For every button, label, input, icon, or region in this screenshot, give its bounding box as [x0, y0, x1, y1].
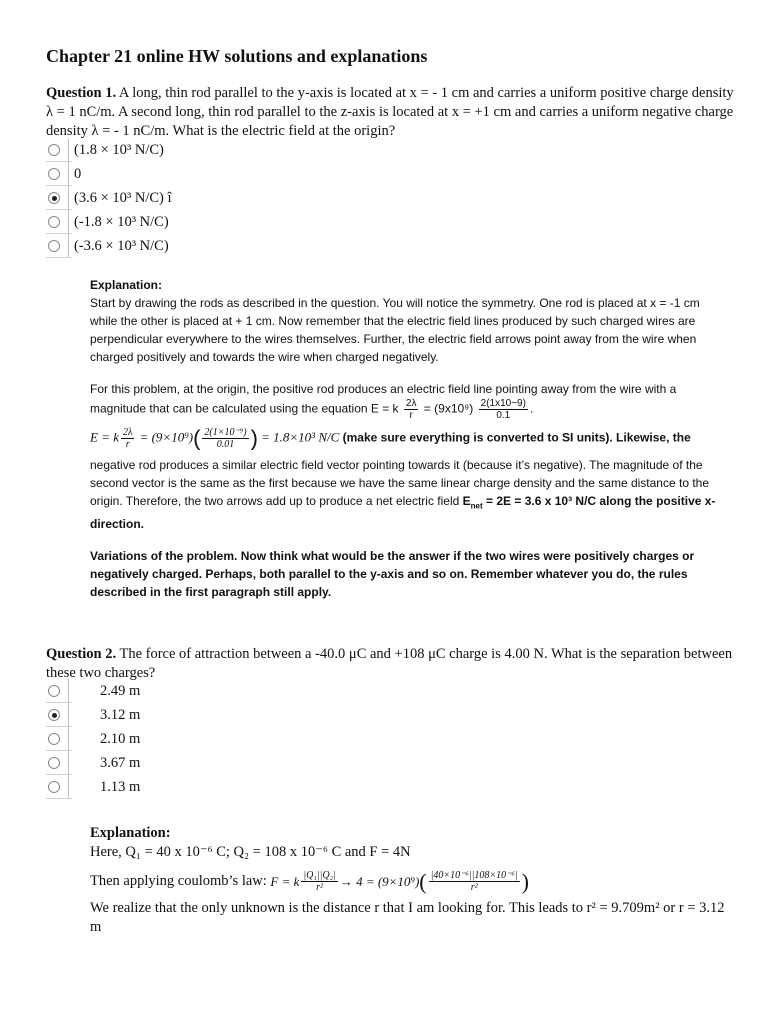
fraction: $\frac{2\lambda}{r}$ — [122, 427, 133, 450]
question-1-explanation — [90, 276, 730, 601]
radio-button[interactable] — [48, 216, 60, 228]
q1-choice-1[interactable] — [46, 138, 172, 162]
question-1-choices — [46, 138, 172, 258]
q1-choice-2[interactable] — [46, 162, 172, 186]
choice-label: 2.10 m — [100, 730, 141, 747]
q2-choice-2[interactable] — [46, 703, 140, 727]
radio-button[interactable] — [48, 757, 60, 769]
question-2-text — [46, 645, 736, 683]
radio-button-selected[interactable] — [48, 192, 60, 204]
explanation-paragraph-1: Start by drawing the rods as described in the question. You will notice the symmetry. One rod is placed at x = -1 cm while the other is placed at + 1 cm. Now remember that the electric field lines produced by such charged wires are perpendicular everywhere to the wires themselves. Further, the electric field arrows point away from the wire when charged positively and towards the wire when charged negatively. — [90, 296, 700, 364]
choice-label: (-3.6 × 10³ N/C) — [74, 237, 169, 254]
explanation-conclusion: We realize that the only unknown is the distance r that I am looking for. This leads to r² = 9.709m² or r = 3.12 m — [90, 900, 725, 935]
question-1-body: A long, thin rod parallel to the y-axis is located at x = - 1 cm and carries a uniform positive charge density λ = 1 nC/m. A second long, thin rod parallel to the z-axis is located at x = +1 cm and carries a uniform negative charge density λ = - 1 nC/m. What is the electric field at the origin? — [46, 85, 734, 139]
q2-choice-5[interactable] — [46, 775, 140, 799]
question-1-text — [46, 84, 736, 141]
radio-button-selected[interactable] — [48, 709, 60, 721]
explanation-coulomb-line: Then applying coulomb’s law: F = k $\frac{\text{|Q₁||Q₂|}}{\text{r²}}$ → 4 = (9×10⁹) ( $\frac{\text{|40×10⁻⁶||108×10⁻⁶|}}{\text{r²}}$ ) — [90, 869, 529, 894]
question-2-body: The force of attraction between a -40.0 μC and +108 μC charge is 4.00 N. What is the separation between these two charges? — [46, 646, 733, 681]
choice-label: 1.13 m — [100, 778, 141, 795]
radio-button[interactable] — [48, 685, 60, 697]
q1-choice-5[interactable] — [46, 234, 172, 258]
q2-choice-1[interactable] — [46, 679, 140, 703]
radio-button[interactable] — [48, 781, 60, 793]
question-2-label: Question 2. — [46, 646, 117, 662]
choice-label: (-1.8 × 10³ N/C) — [74, 213, 169, 230]
choice-label: 3.67 m — [100, 754, 141, 771]
explanation-paragraph-2: For this problem, at the origin, the positive rod produces an electric field line pointing away from the wire with a magnitude that can be calculated using the equation E = k $\frac{2\lambda}{r}$ = (9x10⁹) $\frac{2(1x10-9)}{0.1}$ . — [90, 382, 677, 421]
fraction: $\frac{2(1x10-9)}{0.1}$ — [480, 398, 526, 421]
choice-label: 2.49 m — [100, 682, 141, 699]
radio-button[interactable] — [48, 733, 60, 745]
fraction: $\frac{2\lambda}{r}$ — [405, 398, 417, 421]
question-2-explanation — [90, 824, 730, 937]
question-2-choices — [46, 679, 140, 799]
choice-label: (3.6 × 10³ N/C) î — [74, 189, 172, 206]
choice-label: 3.12 m — [100, 706, 141, 723]
fraction: $\frac{\text{|Q₁||Q₂|}}{\text{r²}}$ — [303, 870, 336, 893]
explanation-heading: Explanation: — [90, 825, 171, 841]
fraction: $\frac{\text{2(1×10⁻⁹)}}{0.01}$ — [204, 427, 247, 450]
q2-choice-4[interactable] — [46, 751, 140, 775]
radio-button[interactable] — [48, 144, 60, 156]
radio-button[interactable] — [48, 240, 60, 252]
q1-choice-3[interactable] — [46, 186, 172, 210]
explanation-paragraph-3: negative rod produces a similar electric field vector pointing towards it (because it’s negative). The magnitude of the second vector is the same as the first because we have the same linear charge density and the same distance to the origin. Therefore, the two arrows add up to produce a net electric field $E_{net} = 2E = 3.6$ x 10³ N/C along the positive x-direction. — [90, 458, 716, 532]
fraction: $\frac{\text{|40×10⁻⁶||108×10⁻⁶|}}{\text{r²}}$ — [430, 870, 518, 893]
question-1-label: Question 1. — [46, 85, 117, 101]
choice-label: (1.8 × 10³ N/C) — [74, 141, 164, 158]
explanation-formula-line: E = k $\frac{2\lambda}{r}$ = (9×10⁹)( $\frac{\text{2(1×10⁻⁹)}}{0.01}$ ) = 1.8×10³ N/C (make sure everything is converted to SI units). Likewise, the — [90, 425, 691, 451]
explanation-given-values: Here, Q₁ = 40 x 10⁻⁶ C; Q₂ = 108 x 10⁻⁶ C and F = 4N — [90, 844, 411, 860]
choice-label: 0 — [74, 165, 82, 182]
q2-choice-3[interactable] — [46, 727, 140, 751]
radio-button[interactable] — [48, 168, 60, 180]
explanation-variations: Variations of the problem. Now think what would be the answer if the two wires were positively charges or negatively charged. Perhaps, both parallel to the y-axis and so on. Remember whatever you do, the rules described in the first paragraph still apply. — [90, 549, 695, 600]
q1-choice-4[interactable] — [46, 210, 172, 234]
explanation-heading: Explanation: — [90, 278, 163, 292]
page-title: Chapter 21 online HW solutions and explanations — [46, 46, 428, 66]
